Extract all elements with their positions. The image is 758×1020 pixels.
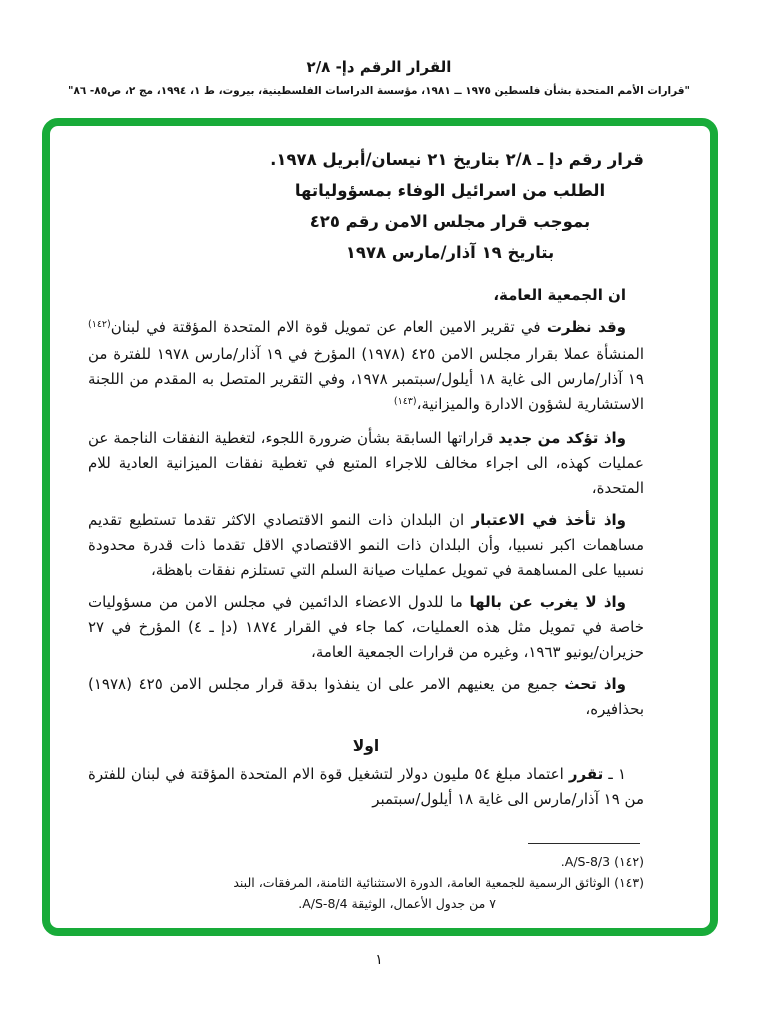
- text-segment: تقرر: [568, 765, 604, 783]
- text-segment: في تقرير الامين العام عن تمويل قوة الام المتحدة المؤقتة في لبنان: [110, 318, 547, 336]
- resolution-title-line-1: قرار رقم دإ ـ ٢/٨ بتاريخ ٢١ نيسان/أبريل ١٩٧٨.: [270, 150, 644, 169]
- body-paragraph: [88, 590, 644, 665]
- footnotes-section: [88, 843, 644, 914]
- body-paragraph: [88, 426, 644, 501]
- resolution-content: [50, 126, 710, 928]
- text-segment: ان البلدان ذات النمو الاقتصادي الاكثر تقدما تستطيع تقديم مساهمات اكبر نسبيا، وأن البلدان ذات النمو الاقتصادي الاقل تقدما ذات قدرة محدودة نسبيا على المساهمة في تمويل عمليات صيانة السلم التي تستلزم نفقات باهظة،: [88, 511, 644, 579]
- body-paragraph: [88, 672, 644, 722]
- text-segment: وقد نظرت: [546, 318, 626, 336]
- text-segment: جميع من يعنيهم الامر على ان ينفذوا بدقة قرار مجلس الامن ٤٢٥ (١٩٧٨) بحذافيره،: [88, 675, 644, 718]
- footnote-ref: (١٤٢): [88, 319, 111, 330]
- text-segment: واذ لا يغرب عن بالها: [469, 593, 626, 611]
- footnote-line: (١٤٣) الوثائق الرسمية للجمعية العامة، الدورة الاستثنائية الثامنة، المرفقات، البند: [233, 875, 644, 890]
- text-segment: ١ ـ: [603, 765, 626, 783]
- footnote-ref: (١٤٣): [393, 396, 417, 407]
- text-segment: المنشأة عملا بقرار مجلس الامن ٤٢٥ (١٩٧٨) المؤرخ في ١٩ آذار/مارس ١٩٧٨ للفترة من ١٩ آذار/مارس الى غاية ١٨ أيلول/سبتمبر ١٩٧٨، وفي التقرير المتصل به المقدم من اللجنة الاستشارية لشؤون الادارة والميزانية،: [88, 345, 645, 413]
- header-resolution-number: القرار الرقم دإ- ٢/٨: [306, 58, 452, 76]
- resolution-subtitle: [88, 175, 644, 268]
- text-segment: واذ تحث: [564, 675, 626, 693]
- page-header: [0, 58, 758, 97]
- resolution-title-line-3: بموجب قرار مجلس الامن رقم ٤٢٥: [309, 212, 591, 231]
- text-segment: ان الجمعية العامة،: [493, 286, 626, 304]
- resolution-title-line-4: بتاريخ ١٩ آذار/مارس ١٩٧٨: [345, 243, 555, 262]
- footnote: [88, 872, 644, 914]
- footnote: [88, 851, 644, 872]
- text-segment: واذ تأخذ في الاعتبار: [471, 511, 626, 529]
- resolution-title-line-2: الطلب من اسرائيل الوفاء بمسؤولياتها: [294, 181, 606, 200]
- footnote-line: (١٤٢) A/S-8/3.: [560, 854, 644, 869]
- text-segment: اعتماد مبلغ ٥٤ مليون دولار لتشغيل قوة الام المتحدة المؤقتة في لبنان للفترة من ١٩ آذار/مارس الى غاية ١٨ أيلول/سبتمبر: [88, 765, 644, 808]
- section-heading: [88, 737, 644, 755]
- body-paragraph: [88, 762, 644, 812]
- opening-line: [88, 283, 644, 308]
- text-segment: ما للدول الاعضاء الدائمين في مجلس الامن من مسؤوليات خاصة في تمويل مثل هذه العمليات، كما جاء في القرار ١٨٧٤ (دإ ـ ٤) المؤرخ في ٢٧ حزيران/يونيو ١٩٦٣، وغيره من قرارات الجمعية العامة،: [88, 593, 644, 661]
- footnote-list: [88, 851, 644, 914]
- body-paragraph: [88, 315, 644, 419]
- text-segment: واذ تؤكد من جديد: [498, 429, 627, 447]
- resolution-border-box: [42, 118, 718, 936]
- footnote-line: ٧ من جدول الأعمال، الوثيقة A/S-8/4.: [298, 896, 496, 911]
- header-source-citation: "قرارات الأمم المتحدة بشأن فلسطين ١٩٧٥ ــ ١٩٨١، مؤسسة الدراسات الفلسطينية، بيروت، ط ١، ١٩٩٤، مج ٢، ص٨٥- ٨٦": [67, 85, 691, 97]
- resolution-title: [88, 144, 644, 268]
- page-number: ١: [375, 952, 383, 968]
- text-segment: قراراتها السابقة بشأن ضرورة اللجوء، لتغطية النفقات الناجمة عن عمليات كهذه، الى اجراء مخالف للاجراء المتبع في تغطية نفقات الميزانية العادية للام المتحدة،: [88, 429, 644, 497]
- body-paragraph: [88, 508, 644, 583]
- footnote-divider: [528, 843, 640, 844]
- text-segment: اولا: [352, 737, 380, 755]
- resolution-body: [88, 274, 644, 819]
